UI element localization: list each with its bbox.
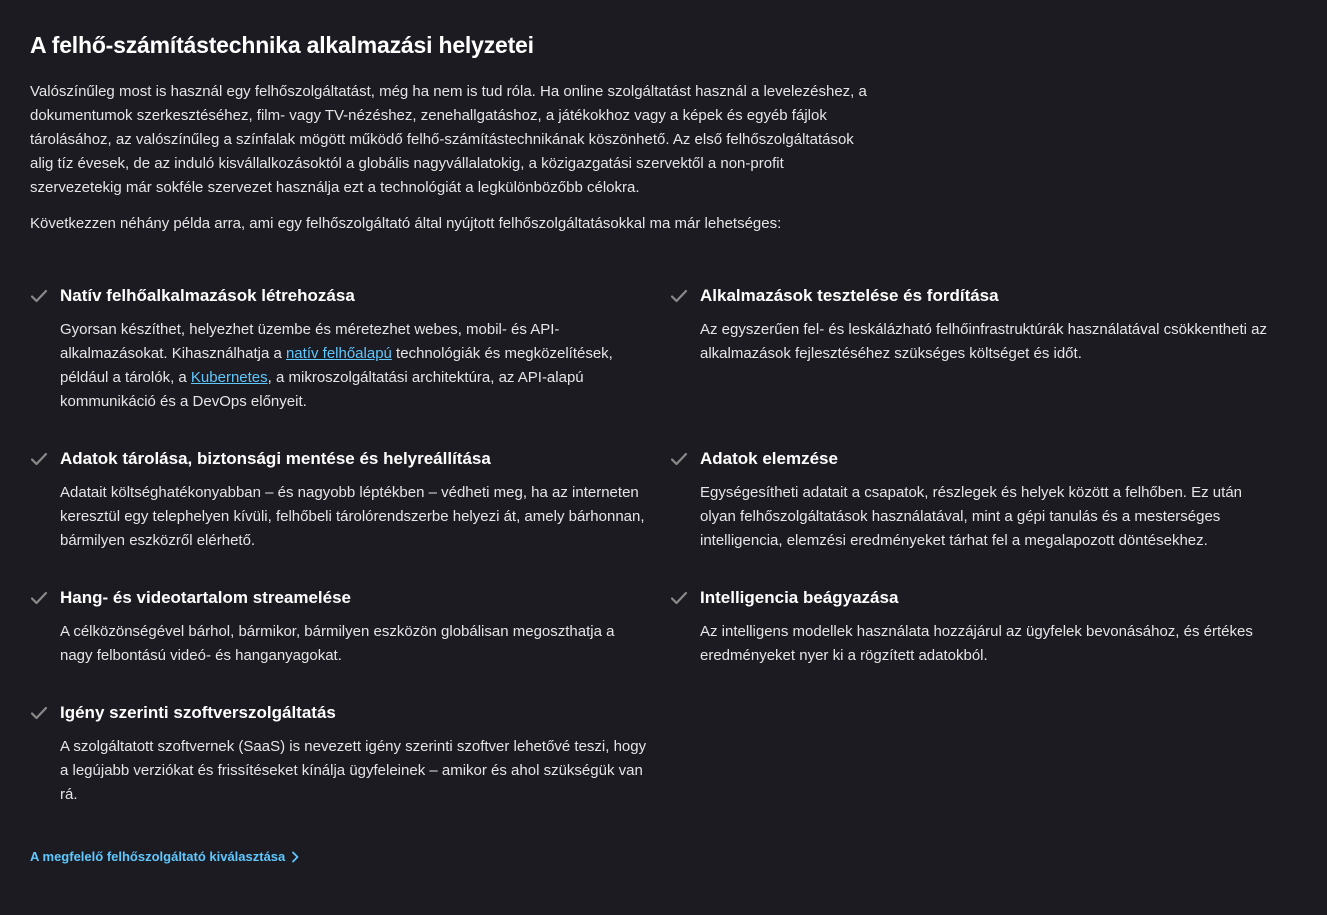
check-icon (30, 704, 48, 722)
use-case-title: Adatok tárolása, biztonsági mentése és helyreállítása (60, 449, 491, 468)
choose-cloud-provider-link[interactable] (30, 848, 299, 866)
cloud-native-link[interactable]: natív felhőalapú (285, 345, 392, 362)
kubernetes-link[interactable]: Kubernetes (190, 369, 268, 386)
check-icon (30, 287, 48, 305)
use-case-description: A szolgáltatott szoftvernek (SaaS) is nevezett igény szerinti szoftver lehetővé teszi, hogy a legújabb verziókat és frissítéseket kínálja ügyfeleinek – amikor és ahol szükségük van rá. (60, 738, 647, 803)
use-case-description: Az intelligens modellek használata hozzájárul az ügyfelek bevonásához, és értékes eredményeket nyer ki a rögzített adatokból. (700, 623, 1253, 664)
intro (30, 80, 870, 236)
use-case-header (670, 585, 1275, 611)
use-case-storage (30, 446, 650, 553)
footer-link-label: A megfelelő felhőszolgáltató kiválasztása (30, 849, 286, 864)
intro-paragraph-2: Következzen néhány példa arra, ami egy felhőszolgáltató által nyújtott felhőszolgáltatásokkal ma már lehetséges: (30, 215, 782, 232)
use-case-title: Hang- és videotartalom streamelése (60, 588, 352, 607)
use-case-header (30, 585, 650, 611)
text-segment: Gyorsan készíthet, helyezhet üzembe és méretezhet webes, mobil- és API-alkalmazásokat. Kihasználhatja a (60, 321, 560, 362)
use-case-intelligence (670, 585, 1275, 668)
use-case-header (30, 283, 650, 309)
use-case-description: Adatait költséghatékonyabban – és nagyobb léptékben – védheti meg, ha az interneten keresztül egy telephelyen kívüli, felhőbeli tárolórendszerbe helyezi át, amely bárhonnan, bármilyen eszközről elérhető. (60, 484, 645, 549)
chevron-right-icon (291, 851, 299, 863)
use-case-header (670, 446, 1275, 472)
use-case-header (670, 283, 1275, 309)
use-case-description: A célközönségével bárhol, bármikor, bármilyen eszközön globálisan megoszthatja a nagy felbontású videó- és hanganyagokat. (60, 623, 615, 664)
check-icon (670, 589, 688, 607)
use-case-title: Alkalmazások tesztelése és fordítása (700, 286, 999, 305)
use-case-streaming (30, 585, 650, 668)
use-case-saas (30, 700, 650, 807)
use-case-testing (670, 283, 1275, 366)
use-case-native-apps (30, 283, 650, 414)
use-case-header (30, 446, 650, 472)
use-case-description (60, 318, 650, 414)
check-icon (30, 450, 48, 468)
use-case-title: Natív felhőalkalmazások létrehozása (60, 286, 355, 305)
check-icon (670, 287, 688, 305)
intro-paragraph-1: Valószínűleg most is használ egy felhőszolgáltatást, még ha nem is tud róla. Ha online szolgáltatást használ a levelezéshez, a dokumentumok szerkesztéséhez, film- vagy TV-nézéshez, zenehallgatáshoz, a játékokhoz vagy a képek és egyéb fájlok tárolásához, az valószínűleg a színfalak mögött működő felhő-számítástechnikának köszönhető. Az első felhőszolgáltatások alig tíz évesek, de az induló kisvállalkozásoktól a globális nagyvállalatokig, a közigazgatási szervektől a non-profit szervezetekig már sokféle szervezet használja ezt a technológiát a legkülönbözőbb célokra. (30, 83, 867, 196)
check-icon (670, 450, 688, 468)
page (30, 0, 1300, 864)
page-title: A felhő-számítástechnika alkalmazási helyzetei (30, 32, 534, 58)
text-segment: technológiák és megközelítések, például a tárolók, a (60, 345, 613, 386)
check-icon (30, 589, 48, 607)
use-case-title: Igény szerinti szoftverszolgáltatás (60, 703, 336, 722)
use-case-title: Intelligencia beágyazása (700, 588, 899, 607)
text-segment: , a mikroszolgáltatási architektúra, az API-alapú kommunikáció és a DevOps előnyeit. (60, 369, 584, 410)
use-case-analytics (670, 446, 1275, 553)
use-case-title: Adatok elemzése (700, 449, 838, 468)
use-case-header (30, 700, 650, 726)
use-case-description: Egységesítheti adatait a csapatok, részlegek és helyek között a felhőben. Ez után olyan felhőszolgáltatások használatával, mint a gépi tanulás és a mesterséges intelligencia, elemzési eredményeket tárhat fel a megalapozott döntésekhez. (700, 484, 1242, 549)
use-case-description: Az egyszerűen fel- és leskálázható felhőinfrastruktúrák használatával csökkentheti az alkalmazások fejlesztéséhez szükséges költséget és időt. (700, 321, 1267, 362)
